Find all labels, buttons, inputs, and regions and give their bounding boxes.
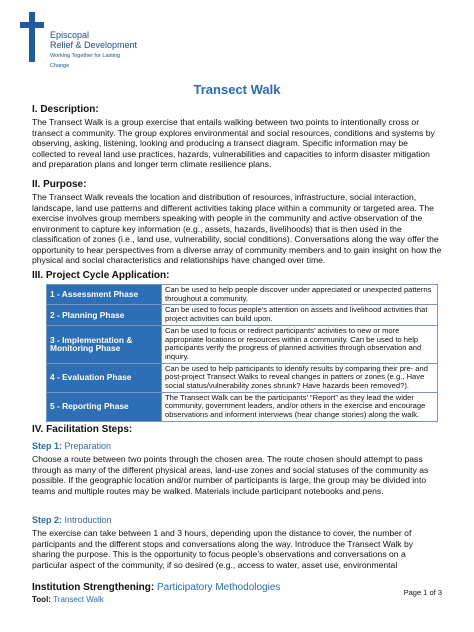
table-row bbox=[47, 392, 438, 421]
footer-tool bbox=[32, 595, 442, 604]
step1-title: Preparation bbox=[64, 441, 112, 451]
phase-label: 5 - Reporting Phase bbox=[47, 392, 162, 421]
page-title: Transect Walk bbox=[193, 82, 281, 97]
phase-label: 2 - Planning Phase bbox=[47, 305, 162, 325]
table-row bbox=[47, 325, 438, 363]
phase-description: Can be used to help people discover under appreciated or unexpected patterns throughout a community. bbox=[162, 285, 438, 305]
phase-label: 3 - Implementation & Monitoring Phase bbox=[47, 325, 162, 363]
footer-inst-value: Participatory Methodologies bbox=[156, 582, 281, 593]
project-cycle-table bbox=[46, 284, 438, 422]
description-text: The Transect Walk is a group exercise that entails walking between two points to intentionally cross or transect a community. The group explores environmental and social resources, conditions and systems by observing, asking, listening, looking and producing a transect diagram. Specific information may be collected to reveal land use practices, hazards, vulnerabilities and capacities to inform disaster mitigation and preparation plans and longer term climate resilience plans. bbox=[32, 117, 435, 169]
project-cycle-heading: III. Project Cycle Application: bbox=[32, 270, 170, 281]
page-number: Page 1 of 3 bbox=[403, 588, 442, 597]
footer-inst-label: Institution Strengthening: bbox=[32, 582, 155, 593]
logo-tagline: Working Together for Lasting Change bbox=[50, 53, 121, 69]
footer-institution bbox=[32, 582, 442, 593]
logo-line1: Episcopal bbox=[50, 30, 90, 40]
phase-description: Can be used to focus or redirect participants’ activities to new or more appropriate locations or resources within a community. Can be used to help participants verify the progress of planned activities through observation and inquiry. bbox=[162, 325, 438, 363]
cross-icon bbox=[20, 12, 44, 62]
phase-description: The Transect Walk can be the participants’ “Report” as they lead the wider community, government leaders, and/or others in the exercise and encourage observations and informent interviews (hear change stories) along the walk. bbox=[162, 392, 438, 421]
organization-logo bbox=[20, 12, 140, 72]
step1-label: Step 1: bbox=[32, 441, 63, 451]
phase-label: 1 - Assessment Phase bbox=[47, 285, 162, 305]
page-footer bbox=[32, 582, 442, 604]
footer-tool-value: Transect Walk bbox=[53, 595, 104, 604]
table-row bbox=[47, 285, 438, 305]
purpose-text: The Transect Walk reveals the location and distribution of resources, infrastructure, social interaction, landscape, land use patterns and different activities taking place within a community or targeted area. The exercise involves group members speaking with people in the community and active observation of the environment to capture key information (e.g., assets, hazards, livelihoods) that is then used in the classification of zones (i.e., land use, vulnerability, social conditions). Conversations along the way offer the opportunity to hear perspectives from a diverse array of community members and to gain insight on how the physical and social characteristics and relationships have changed over time. bbox=[32, 192, 442, 265]
step2-label: Step 2: bbox=[32, 515, 63, 525]
purpose-heading: II. Purpose: bbox=[32, 179, 87, 190]
description-heading: I. Description: bbox=[32, 104, 99, 115]
phase-description: Can be used to help participants to identify results by comparing their pre- and post-project Transect Walks to reveal changes in patters or zones (e.g., Have social status/vulnerability zones shrunk? Have hazards been removed?). bbox=[162, 363, 438, 392]
table-row bbox=[47, 305, 438, 325]
step2-text: The exercise can take between 1 and 3 hours, depending upon the distance to cover, the number of participants and the different stops and conversations along the way. Introduce the Transect Walk by sharing the purpose. This is the opportunity to focus people’s observations and conversations on a particular aspect of the community, if so desired (e.g., access to water, asset use, environmental bbox=[32, 528, 414, 570]
facilitation-heading: IV. Facilitation Steps: bbox=[32, 424, 133, 435]
footer-tool-label: Tool: bbox=[32, 595, 51, 604]
phase-label: 4 - Evaluation Phase bbox=[47, 363, 162, 392]
phase-description: Can be used to focus people’s attention on assets and livelihood activities that project activities can build upon. bbox=[162, 305, 438, 325]
step1-text: Choose a route between two points through the chosen area. The route chosen should attempt to pass through as many of the different physical areas, land-use zones and social statuses of the community as possible. If the geographic location and/or number of participants is large, the group may be divided into teams and multiple routes may be walked. Materials include participant notebooks and pens. bbox=[32, 454, 429, 496]
step1-heading bbox=[32, 441, 111, 451]
step2-title: Introduction bbox=[64, 515, 112, 525]
table-row bbox=[47, 363, 438, 392]
logo-text bbox=[50, 30, 140, 71]
logo-line2: Relief & Development bbox=[50, 40, 138, 50]
step2-heading bbox=[32, 515, 112, 525]
